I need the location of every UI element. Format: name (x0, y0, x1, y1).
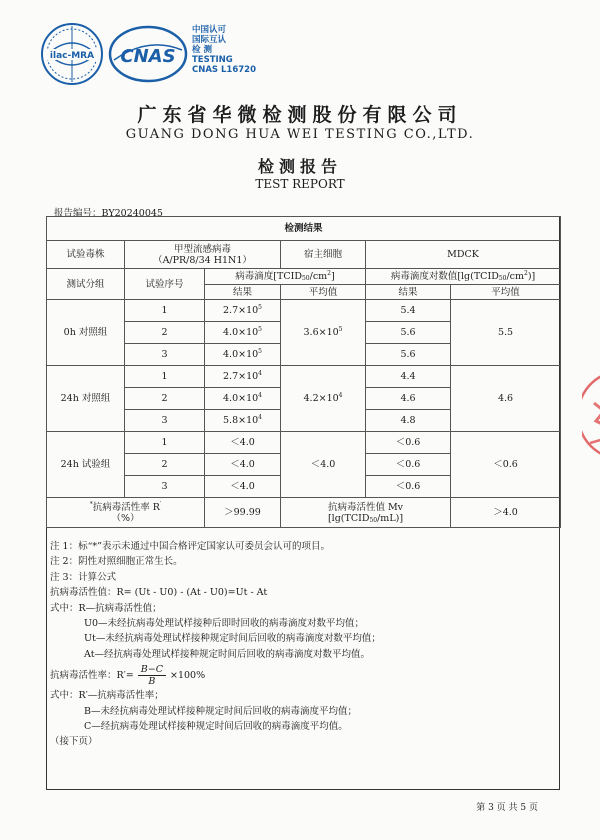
rate-formula-tail: ×100% (170, 669, 206, 681)
note-3: 注 3：计算公式 (50, 571, 117, 583)
ilac-text: ilac-MRA (49, 51, 95, 61)
titer-average: $3.6\times 10^5$ (281, 300, 366, 366)
log-result: 5.6 (366, 344, 451, 366)
cnas-logo-text: CNAS (120, 46, 176, 67)
sample-no: 2 (125, 322, 205, 344)
sample-no: 1 (125, 432, 205, 454)
titer-result-header: 结果 (205, 285, 281, 300)
host-cell-value: MDCK (366, 241, 561, 269)
red-seal-stamp (582, 355, 600, 475)
page-number: 第 3 页 共 5 页 (476, 803, 538, 813)
log-average: 4.6 (451, 366, 561, 432)
titer-result: $4.0\times 10^5$ (205, 344, 281, 366)
group-name: 0h 对照组 (47, 300, 125, 366)
notes-section (50, 539, 554, 750)
virus-strain-sub: （A/PR/8/34 H1N1） (153, 254, 252, 266)
log-result-header: 结果 (366, 285, 451, 300)
titer-result: $4.0\times 10^5$ (205, 322, 281, 344)
cnas-line: 国际互认 (192, 35, 227, 45)
report-number-value: BY20240045 (101, 208, 163, 219)
log-result: 5.4 (366, 300, 451, 322)
rate-fraction (138, 664, 166, 687)
log-result: ＜0.6 (366, 476, 451, 498)
group-name: 24h 试验组 (47, 432, 125, 498)
note-2: 注 2：阴性对照细胞正常生长。 (50, 556, 183, 568)
titer-average: $4.2\times 10^4$ (281, 366, 366, 432)
b-definition: B—未经抗病毒处理试样接种规定时间后回收的病毒滴度平均值； (84, 705, 357, 717)
titer-header: 病毒滴度$[TCID_{50}/cm^2]$ (205, 269, 366, 285)
company-name-en: GUANG DONG HUA WEI TESTING CO.,LTD. (125, 127, 475, 142)
sample-no: 3 (125, 410, 205, 432)
log-avg-header: 平均值 (451, 285, 561, 300)
titer-result: ＜4.0 (205, 454, 281, 476)
titer-avg-header: 平均值 (281, 285, 366, 300)
titer-result: $5.8\times 10^4$ (205, 410, 281, 432)
sample-no: 2 (125, 454, 205, 476)
c-definition: C—经抗病毒处理试样接种规定时间后回收的病毒滴度平均值。 (84, 721, 348, 733)
log-result: 4.4 (366, 366, 451, 388)
continued-note: （接下页） (50, 736, 98, 748)
sample-no-header: 试验序号 (125, 269, 205, 300)
ut-definition: Ut—未经抗病毒处理试样接种规定时间后回收的病毒滴度对数平均值； (84, 633, 381, 645)
sample-no: 3 (125, 344, 205, 366)
log-result: 4.6 (366, 388, 451, 410)
antiviral-rate-label: *抗病毒活性率 R′ （%） (47, 498, 205, 528)
titer-result: ＜4.0 (205, 476, 281, 498)
virus-strain-name: 甲型流感病毒 (173, 243, 231, 255)
cnas-logo (108, 24, 188, 84)
titer-result: $4.0\times 10^4$ (205, 388, 281, 410)
mv-formula: 抗病毒活性值：R= (Ut - U0) - (At - U0)=Ut - At (50, 587, 268, 599)
sample-no: 1 (125, 366, 205, 388)
log-header: 病毒滴度对数值$[\lg(TCID_{50}/cm^2)]$ (366, 269, 561, 285)
rate-formula (50, 662, 554, 688)
company-name-cn: 广东省华微检测股份有限公司 (137, 104, 463, 126)
antiviral-activity-text: 抗病毒活性值 Mv (327, 501, 404, 513)
at-definition: At—经抗病毒处理试样接种规定时间后回收的病毒滴度对数平均值。 (84, 648, 371, 660)
report-title-cn: 检测报告 (257, 157, 342, 176)
log-result: 5.6 (366, 322, 451, 344)
fraction-denominator: B (148, 675, 156, 687)
antiviral-activity-value: ＞4.0 (451, 498, 561, 528)
report-title-en: TEST REPORT (255, 177, 345, 191)
cnas-line: 检 测 (192, 45, 212, 55)
where-r: 式中：R—抗病毒活性值； (50, 602, 162, 614)
antiviral-rate-value: ＞99.99 (205, 498, 281, 528)
log-result: ＜0.6 (366, 454, 451, 476)
where-r-prime: 式中：R′—抗病毒活性率； (50, 690, 164, 702)
report-number-label: 报告编号： (54, 208, 102, 219)
rate-formula-label: 抗病毒活性率：R′= (50, 669, 134, 681)
titer-result: ＜4.0 (205, 432, 281, 454)
virus-strain-value (125, 241, 281, 269)
virus-strain-label: 试验毒株 (47, 241, 125, 269)
table-title: 检测结果 (47, 217, 561, 241)
cnas-line: TESTING (192, 55, 233, 65)
group-header: 测试分组 (47, 269, 125, 300)
cnas-accreditation-text (192, 25, 256, 75)
results-table (46, 216, 561, 528)
log-result: ＜0.6 (366, 432, 451, 454)
cnas-line: CNAS L16720 (192, 65, 256, 75)
u0-definition: U0—未经抗病毒处理试样接种后即时回收的病毒滴度对数平均值； (84, 618, 365, 630)
antiviral-rate-unit: （%） (111, 512, 140, 524)
log-result: 4.8 (366, 410, 451, 432)
log-average: 5.5 (451, 300, 561, 366)
fraction-numerator: B−C (138, 664, 166, 676)
sample-no: 2 (125, 388, 205, 410)
host-cell-label: 宿主细胞 (281, 241, 366, 269)
cnas-line: 中国认可 (192, 25, 227, 35)
titer-result: $2.7\times 10^4$ (205, 366, 281, 388)
titer-result: $2.7\times 10^5$ (205, 300, 281, 322)
group-name: 24h 对照组 (47, 366, 125, 432)
titer-average: ＜4.0 (281, 432, 366, 498)
sample-no: 1 (125, 300, 205, 322)
sample-no: 3 (125, 476, 205, 498)
ilac-mra-logo (40, 22, 104, 86)
antiviral-activity-label: 抗病毒活性值 Mv $[\lg(TCID_{50}/mL)]$ (281, 498, 451, 528)
note-1: 注 1：标“*”表示未通过中国合格评定国家认可委员会认可的项目。 (50, 541, 331, 552)
log-average: ＜0.6 (451, 432, 561, 498)
